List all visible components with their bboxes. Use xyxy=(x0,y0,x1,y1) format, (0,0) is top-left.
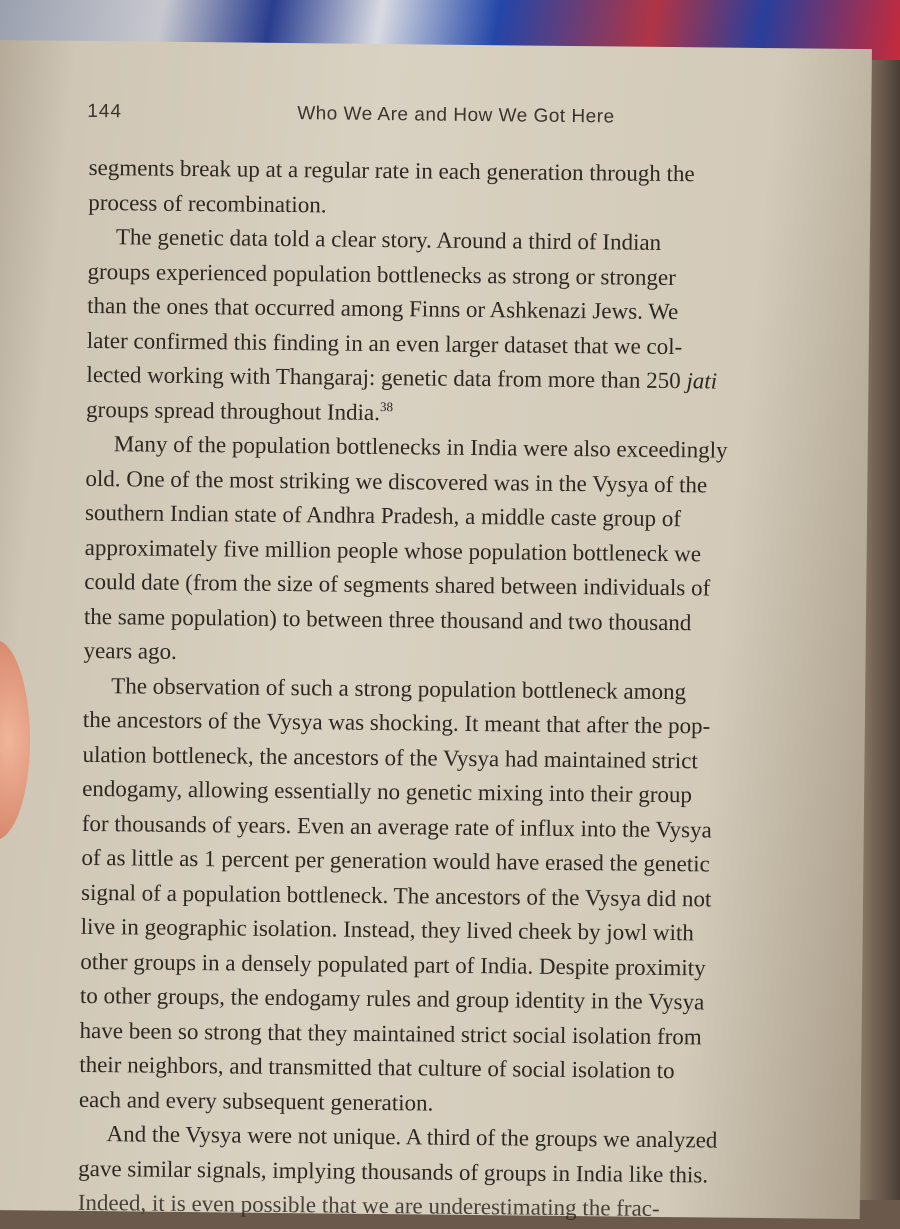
text-line: years ago. xyxy=(83,637,177,664)
text-line: Indeed, it is even possible that we are underestimating the frac- xyxy=(77,1189,660,1221)
paragraph xyxy=(86,220,818,435)
text-line: segments break up at a regular rate in each generation through the xyxy=(88,154,695,187)
text-line: than the ones that occurred among Finns or Ashkenazi Jews. We xyxy=(87,292,679,325)
footnote-marker[interactable]: 38 xyxy=(379,398,394,414)
text-line: to other groups, the endogamy rules and group identity in the Vysya xyxy=(79,982,705,1015)
text-line: approximately five million people whose population bottleneck we xyxy=(84,534,702,566)
text-line: could date (from the size of segments shared between individuals of xyxy=(84,568,711,601)
text-line: endogamy, allowing essentially no genetic mixing into their group xyxy=(82,775,693,808)
italic-term: jati xyxy=(686,368,718,394)
book-page xyxy=(0,40,872,1219)
text-line: process of recombination. xyxy=(88,189,327,217)
text-line: The genetic data told a clear story. Around a third of Indian xyxy=(115,224,662,255)
text-line: ulation bottleneck, the ancestors of the Vysya had maintained strict xyxy=(82,741,698,773)
text-line: southern Indian state of Andhra Pradesh, a middle caste group of xyxy=(84,499,682,532)
text-line: have been so strong that they maintained strict social isolation from xyxy=(79,1017,702,1049)
paragraph xyxy=(83,427,815,676)
body-text xyxy=(78,151,819,1228)
text-segment: lected working with Thangaraj: genetic data from more than 250 xyxy=(86,361,681,394)
text-line: of as little as 1 percent per generation would have erased the genetic xyxy=(81,844,710,877)
text-line: gave similar signals, implying thousands of groups in India like this. xyxy=(78,1155,709,1187)
book-title: Who We Are and How We Got Here xyxy=(297,103,615,128)
text-line: their neighbors, and transmitted that culture of social isolation to xyxy=(79,1051,675,1084)
text-line: And the Vysya were not unique. A third of the groups we analyzed xyxy=(106,1121,718,1153)
paragraph xyxy=(79,668,814,1124)
text-line: for thousands of years. Even an average rate of influx into the Vysya xyxy=(81,810,712,842)
text-line: old. One of the most striking we discovered was in the Vysya of the xyxy=(85,465,708,497)
text-line: signal of a population bottleneck. The ancestors of the Vysya did not xyxy=(80,879,712,911)
text-segment: groups spread throughout India. xyxy=(86,396,381,425)
text-line: later confirmed this finding in an even larger dataset that we col- xyxy=(86,327,683,359)
paragraph xyxy=(88,151,819,228)
text-line: other groups in a densely populated part of India. Despite proximity xyxy=(80,948,706,980)
paragraph xyxy=(78,1117,809,1228)
text-line: each and every subsequent generation. xyxy=(78,1086,434,1116)
page-number: 144 xyxy=(87,100,123,123)
text-line: the same population) to between three thousand and two thousand xyxy=(83,603,692,635)
text-line: live in geographic isolation. Instead, they lived cheek by jowl with xyxy=(80,913,695,946)
text-line: Many of the population bottlenecks in India were also exceedingly xyxy=(113,431,728,463)
running-head xyxy=(87,101,807,139)
text-line: groups experienced population bottlenecks as strong or stronger xyxy=(87,258,676,290)
text-line: the ancestors of the Vysya was shocking. It meant that after the pop- xyxy=(82,706,711,739)
text-line: The observation of such a strong population bottleneck among xyxy=(111,672,687,704)
